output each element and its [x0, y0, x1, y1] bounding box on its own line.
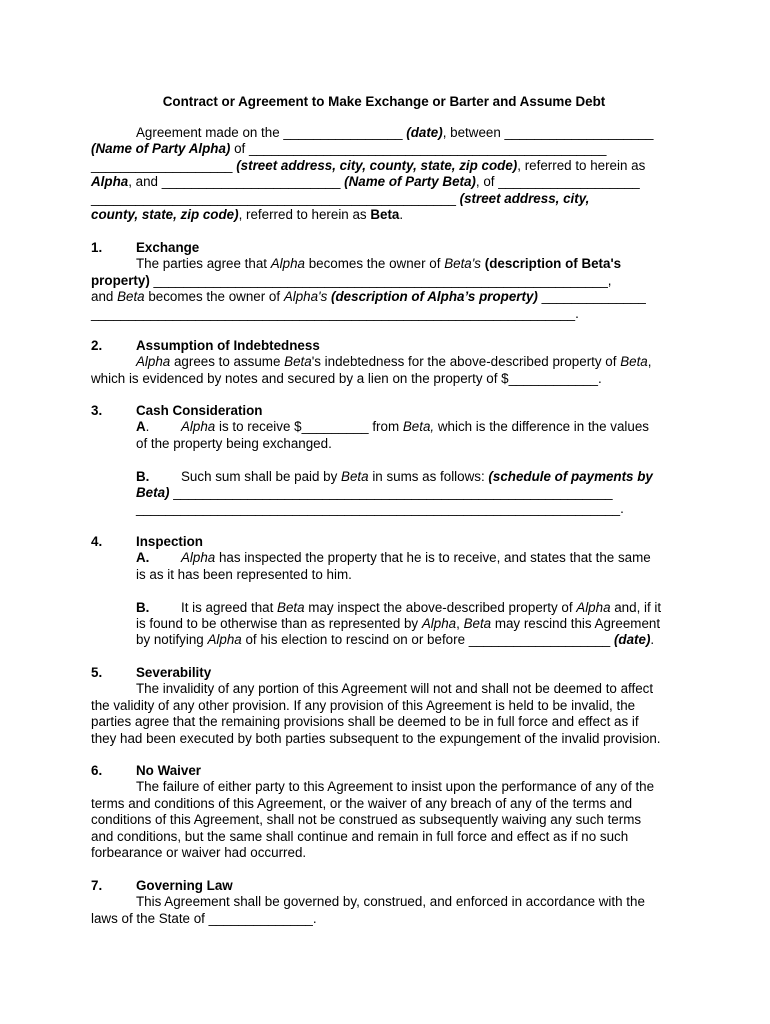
section-number: 3.: [91, 403, 103, 418]
beta-term: Beta's: [444, 256, 481, 272]
section-line: the validity of any other provision. If any provision of this Agreement is held to be invalid, the: [91, 697, 636, 713]
body-text: in sums as follows:: [368, 468, 489, 484]
body-text: and: [91, 289, 118, 305]
subsection-a-line: is as it has been represented to him.: [136, 566, 352, 582]
subsection-label: A.: [136, 550, 150, 566]
body-text: becomes the owner of: [144, 289, 284, 305]
alpha-term: Alpha's: [283, 289, 328, 305]
body-text: becomes the owner of: [304, 256, 445, 272]
intro-line: [91, 141, 677, 157]
beta-term: Beta: [277, 599, 305, 615]
beta-term: Beta: [341, 468, 369, 484]
intro-text: , referred to herein as: [517, 157, 646, 173]
intro-text: , referred to herein as: [238, 206, 371, 222]
alpha-term: Alpha: [421, 615, 457, 631]
section-number: 2.: [91, 338, 103, 353]
section-number: 5.: [91, 665, 103, 680]
subsection-b-line: [91, 616, 677, 632]
section-title: Cash Consideration: [136, 403, 263, 418]
subsection-b-line: _________________________________________________________________.: [136, 501, 624, 517]
section-line: forbearance or waiver had occurred.: [91, 844, 307, 860]
section-title: Exchange: [136, 240, 200, 255]
section-line: [91, 289, 677, 305]
body-text: which is the difference in the values: [434, 419, 649, 435]
section-exchange: [91, 240, 677, 322]
beta-address-label: county, state, zip code): [91, 206, 239, 222]
section-heading: [91, 338, 677, 354]
body-text: ___________________________________________________________: [169, 484, 613, 500]
section-no-waiver: [91, 763, 677, 861]
body-text: ,: [647, 354, 652, 370]
subsection-a-line: [91, 419, 677, 435]
section-heading: [91, 403, 677, 419]
section-number: 1.: [91, 240, 103, 255]
beta-term: Beta: [463, 615, 492, 631]
subsection-label: B.: [136, 599, 150, 615]
payment-schedule-label: Beta): [136, 484, 170, 500]
section-line: terms and conditions of this Agreement, or the waiver of any breach of any of the terms and: [91, 795, 633, 811]
beta-property-label: (description of Beta's: [484, 256, 622, 272]
body-text: may rescind this Agreement: [491, 615, 661, 631]
payment-schedule-label: (schedule of payments by: [488, 468, 653, 484]
section-title: Assumption of Indebtedness: [136, 338, 320, 353]
section-line: parties agree that the remaining provisions shall be deemed to be in full force and effect as if: [91, 714, 639, 730]
party-alpha-name-label: (Name of Party Alpha): [91, 141, 231, 157]
intro-text: .: [399, 206, 404, 222]
party-beta-name-label: (Name of Party Beta): [344, 174, 476, 190]
beta-property-label: property): [91, 272, 150, 288]
beta-term: Beta: [620, 354, 648, 370]
alpha-term: Alpha: [91, 174, 129, 190]
body-text: is found to be otherwise than as represented by: [136, 615, 422, 631]
body-text: may inspect the above-described property of: [304, 599, 577, 615]
subsection-a-line: of the property being exchanged.: [136, 435, 332, 451]
intro-line: [91, 191, 677, 207]
intro-text: Agreement made on the ________________: [136, 125, 407, 140]
section-cash-consideration: [91, 403, 677, 518]
intro-text: _________________________________________________: [91, 190, 460, 206]
section-governing-law: [91, 878, 677, 927]
body-text: by notifying: [136, 632, 208, 648]
subsection-dot: .: [145, 419, 150, 435]
section-inspection: [91, 534, 677, 649]
beta-address-label: (street address, city,: [459, 190, 590, 206]
body-text: agrees to assume: [170, 354, 285, 370]
alpha-property-label: (description of Alpha’s property): [331, 289, 538, 305]
body-text: is to receive $_________ from: [215, 419, 403, 435]
section-assumption-of-indebtedness: [91, 338, 677, 387]
beta-term: Beta: [370, 206, 400, 222]
body-text: of his election to rescind on or before ___________________: [241, 632, 614, 648]
intro-line: [91, 125, 677, 141]
section-title: Governing Law: [136, 878, 233, 893]
alpha-address-label: (street address, city, county, state, zip code): [236, 157, 518, 173]
section-number: 7.: [91, 878, 103, 893]
intro-text: , and ________________________: [128, 174, 345, 190]
section-line: This Agreement shall be governed by, construed, and enforced in accordance with the: [136, 894, 645, 910]
body-text: The parties agree that: [136, 256, 271, 272]
subsection-b-line: [91, 485, 677, 501]
alpha-term: Alpha: [576, 599, 611, 615]
section-heading: [91, 240, 677, 256]
body-text: It is agreed that: [181, 599, 278, 615]
spacer: [91, 583, 677, 599]
section-line: and conditions, but the same shall continue and remain in full force and effect as if no such: [91, 828, 629, 844]
beta-term: Beta,: [402, 419, 435, 435]
rescind-date-label: (date): [613, 632, 651, 648]
section-line: _________________________________________________________________.: [91, 305, 579, 321]
subsection-b-line: [91, 632, 677, 648]
section-severability: [91, 665, 677, 747]
section-line: which is evidenced by notes and secured by a lien on the property of $____________.: [91, 370, 602, 386]
intro-line: [91, 174, 677, 190]
document-title: Contract or Agreement to Make Exchange or Barter and Assume Debt: [162, 94, 606, 109]
body-text: ,: [456, 615, 464, 631]
section-line: [91, 273, 677, 289]
body-text: and, if it: [610, 599, 662, 615]
alpha-term: Alpha: [270, 256, 305, 272]
subsection-letter: A: [136, 419, 146, 435]
section-line: conditions of this Agreement, shall not be construed as subsequently waiving any such terms: [91, 812, 642, 828]
section-line: [91, 256, 677, 272]
alpha-term: Alpha: [181, 550, 216, 566]
body-text: _____________________________________________________________,: [149, 272, 612, 288]
intro-line: [91, 158, 677, 174]
section-line: they had been executed by both parties subsequent to the expungement of the invalid provision.: [91, 730, 661, 746]
section-title: Severability: [136, 665, 212, 680]
body-text: .: [650, 632, 655, 648]
body-text: Such sum shall be paid by: [181, 468, 342, 484]
section-line: The invalidity of any portion of this Agreement will not and shall not be deemed to affect: [136, 681, 654, 697]
subsection-b-line: [91, 600, 677, 616]
section-heading: [91, 665, 677, 681]
body-text: has inspected the property that he is to receive, and states that the same: [215, 550, 651, 566]
section-heading: [91, 534, 677, 550]
section-line: [91, 354, 677, 370]
alpha-term: Alpha: [181, 419, 216, 435]
beta-term: Beta: [117, 289, 145, 305]
subsection-b-line: [91, 469, 677, 485]
section-title: No Waiver: [136, 763, 201, 778]
intro-date-label: (date): [406, 125, 443, 140]
subsection-a-line: [91, 550, 677, 566]
section-heading: [91, 878, 677, 894]
section-number: 4.: [91, 534, 103, 549]
section-line: laws of the State of ______________.: [91, 910, 317, 926]
subsection-label: [136, 419, 181, 435]
alpha-term: Alpha: [207, 632, 242, 648]
alpha-term: Alpha: [136, 354, 171, 370]
intro-text: , between ____________________: [442, 125, 654, 140]
intro-text: , of ___________________: [475, 174, 640, 190]
body-text: 's indebtedness for the above-described property of: [311, 354, 621, 370]
subsection-label: B.: [136, 468, 150, 484]
spacer: [91, 452, 677, 468]
intro-text: of ________________________________________________: [230, 141, 607, 157]
section-title: Inspection: [136, 534, 203, 549]
beta-term: Beta: [284, 354, 312, 370]
intro-line: [91, 207, 677, 223]
section-number: 6.: [91, 763, 103, 778]
body-text: ______________: [537, 289, 646, 305]
intro-text: ___________________: [91, 157, 237, 173]
section-line: The failure of either party to this Agreement to insist upon the performance of any of the: [136, 779, 655, 795]
section-heading: [91, 763, 677, 779]
intro-paragraph: [91, 125, 677, 223]
